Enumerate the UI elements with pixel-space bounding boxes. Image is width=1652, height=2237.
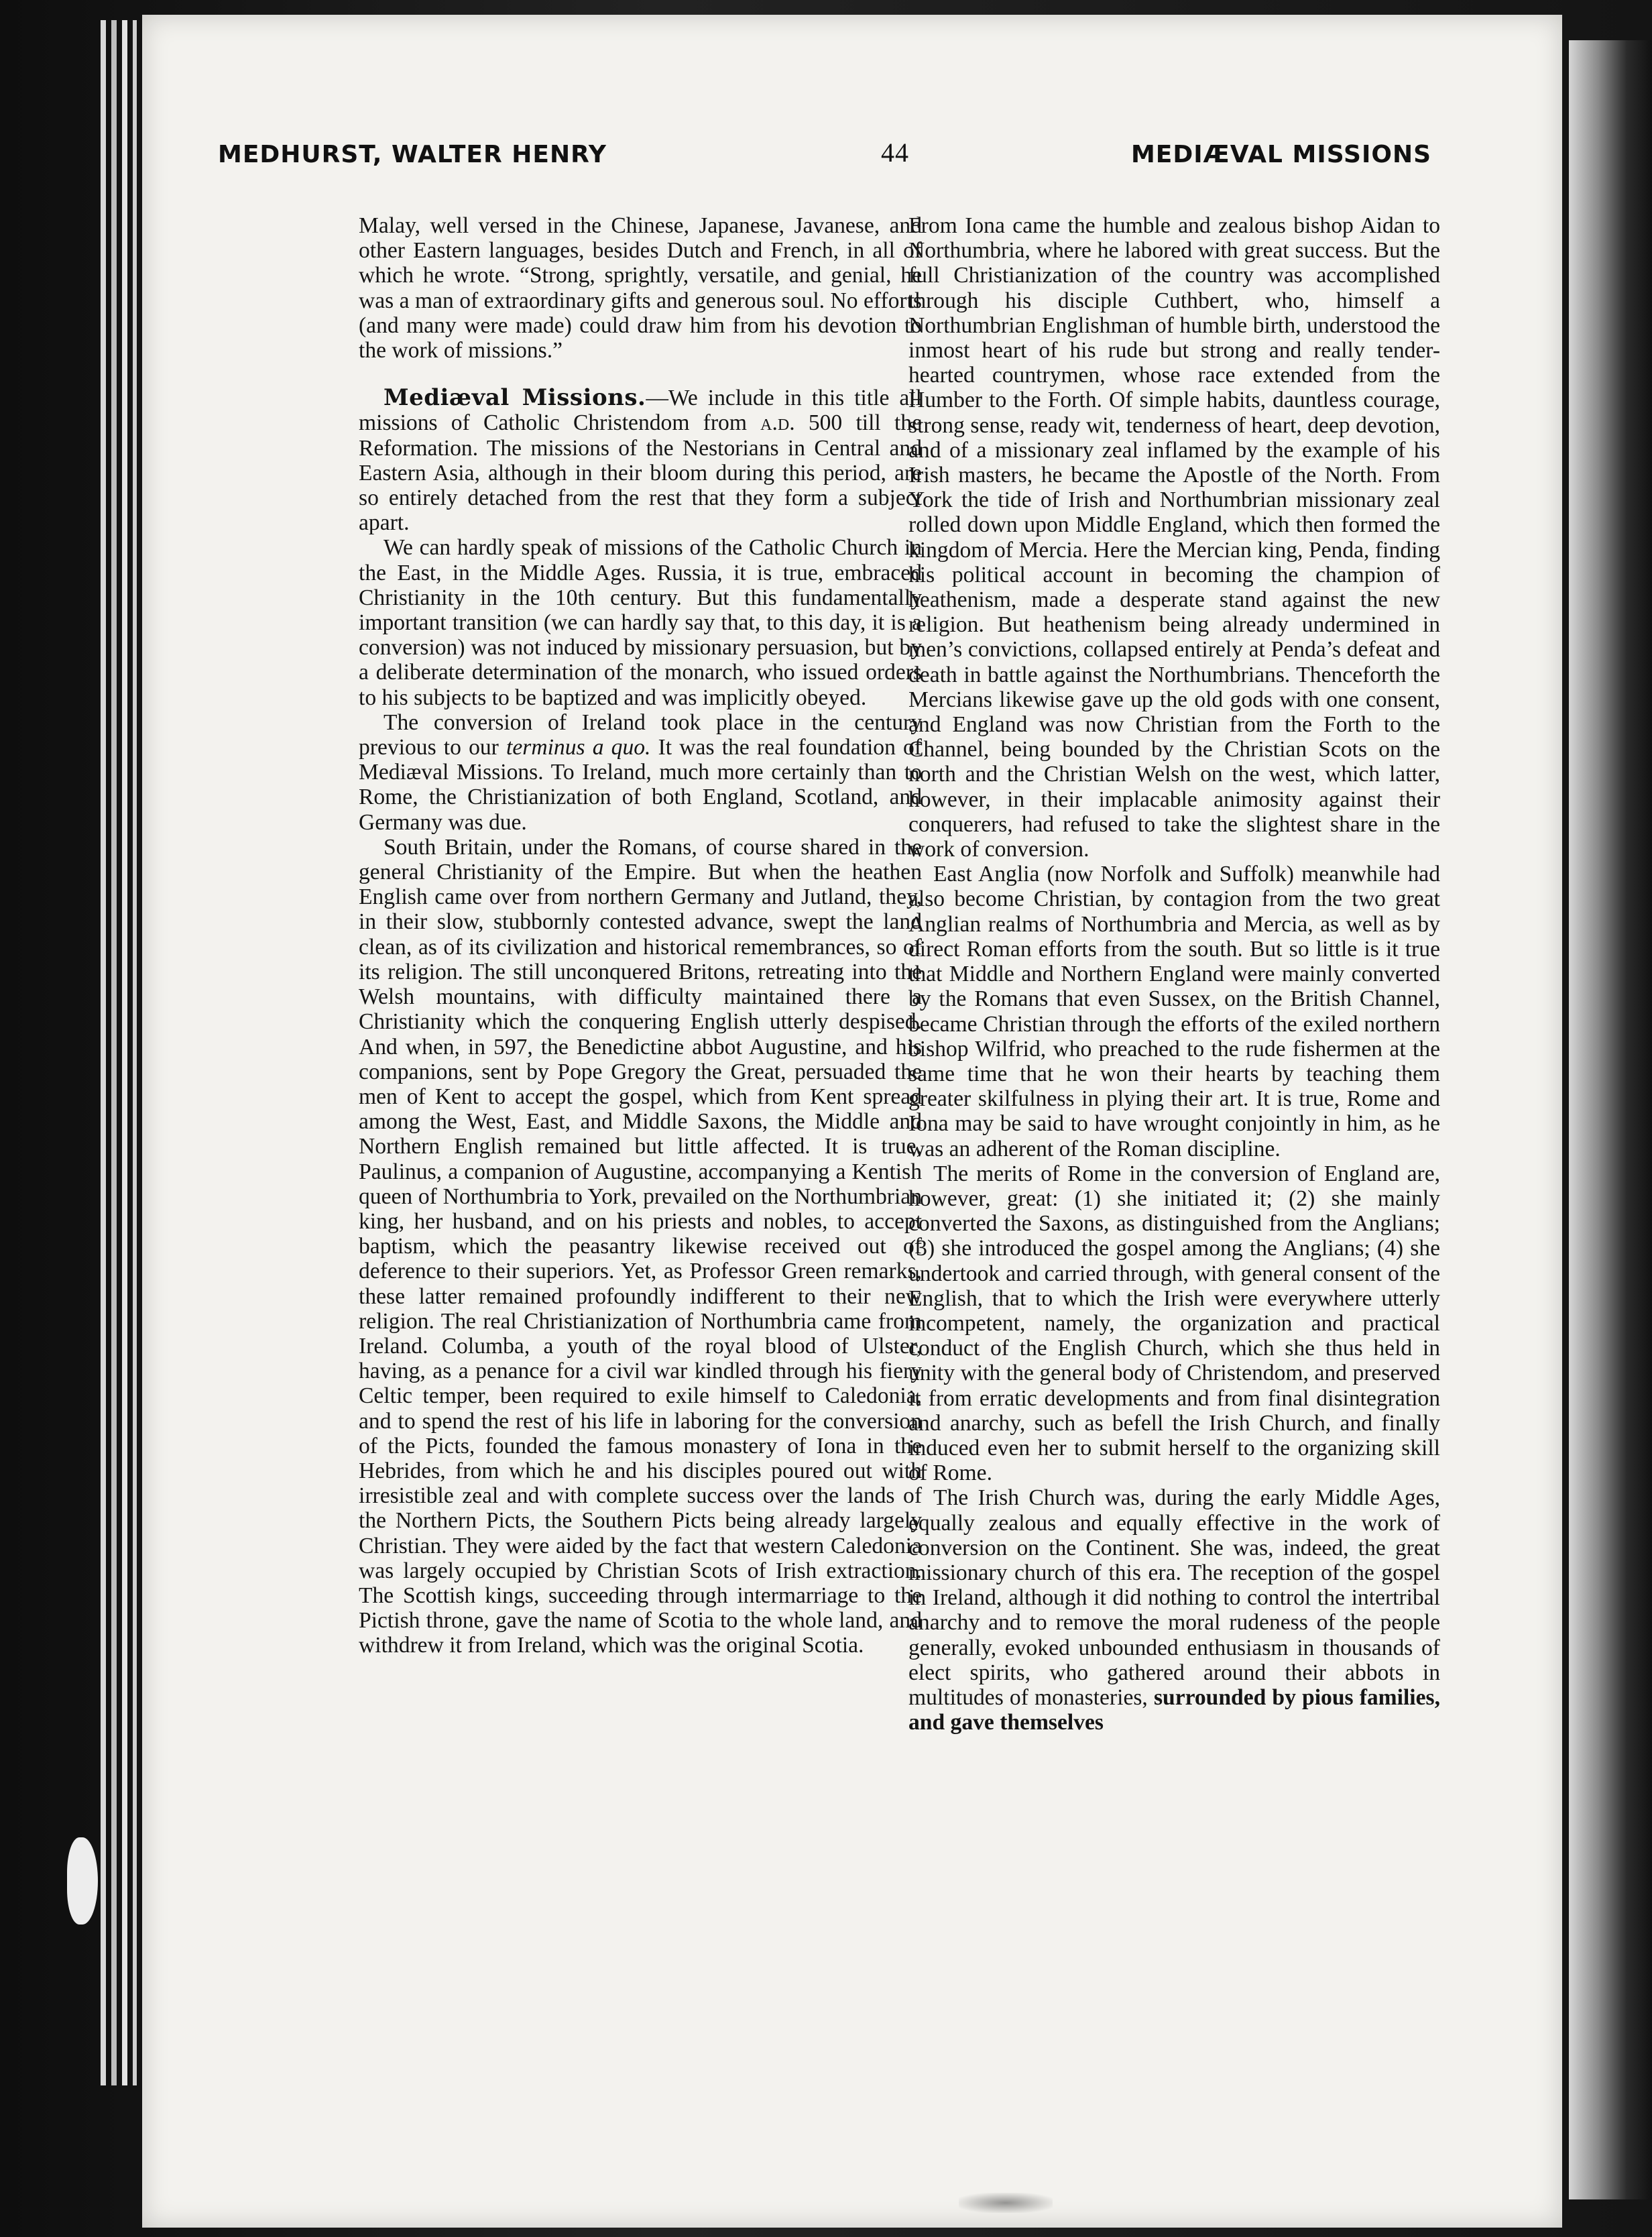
page-edge	[122, 20, 127, 2085]
text-run: 500 till the Reformation. The missions of the Nestorians in Central and Eastern Asia, although in their bloom during this period, are so entirely detached from the rest that they form a subject apart.	[359, 410, 922, 536]
text-run: a.d.	[760, 410, 795, 436]
book-spine-edge	[1569, 40, 1652, 2199]
paragraph: Malay, well versed in the Chinese, Japanese, Javanese, and other Eastern languages, besides Dutch and French, in all of which he wrote. “Strong, sprightly, versatile, and genial, he was a man of extraordinary gifts and generous soul. No efforts (and many were made) could draw him from his devotion to the work of missions.”	[359, 213, 922, 363]
paragraph: The merits of Rome in the conversion of England are, however, great: (1) she initiated it; (2) she mainly converted the Saxons, as distinguished from the Anglians; (3) she introduced the gospel among the Anglians; (4) she undertook and carried through, with general consent of the English, that to which the Irish were everywhere utterly incompetent, namely, the organization and practical conduct of the English Church, which she thus held in unity with the general body of Christendom, and preserved it from erratic developments and from final disintegration and anarchy, such as befell the Irish Church, and finally induced even her to submit herself to the organizing skill of Rome.	[908, 1161, 1440, 1486]
paragraph: From Iona came the humble and zealous bishop Aidan to Northumbria, where he labored with great success. But the full Christianization of the country was accomplished through his disciple Cuthbert, who, himself a Northumbrian Englishman of humble birth, understood the inmost heart of his rude but strong and really tender-hearted countrymen, whose race extended from the Humber to the Forth. Of simple habits, dauntless courage, strong sense, ready wit, tenderness of heart, deep devotion, and of a missionary zeal inflamed by the example of his Irish masters, he became the Apostle of the North. From York the tide of Irish and Northumbrian missionary zeal rolled down upon Middle England, which then formed the kingdom of Mercia. Here the Mercian king, Penda, finding his political account in becoming the champion of heathenism, made a desperate stand against the new religion. But heathenism being already undermined in men’s convictions, collapsed entirely at Penda’s defeat and death in battle against the Northumbrians. Thenceforth the Mercians likewise gave up the old gods with one consent, and England was now Christian from the Forth to the Channel, being bounded by the Christian Scots on the north and the Christian Welsh on the west, which latter, however, in their implacable animosity against their conquerers, had refused to take the slightest share in the work of conversion.	[908, 213, 1440, 862]
scan-smudge	[959, 2193, 1053, 2213]
paragraph: East Anglia (now Norfolk and Suffolk) meanwhile had also become Christian, by contagion from the two great Anglian realms of Northumbria and Mercia, as well as by direct Roman efforts from the south. But so little is it true that Middle and Northern England were mainly converted by the Romans that even Sussex, on the British Channel, became Christian through the efforts of the exiled northern bishop Wilfrid, who preached to the rude fishermen at the same time that he won their hearts by teaching them greater skilfulness in plying their art. It is true, Rome and Iona may be said to have wrought conjointly in him, as he was an adherent of the Roman discipline.	[908, 862, 1440, 1161]
page-edge	[111, 20, 117, 2085]
page-edge	[133, 20, 137, 2085]
paragraph	[908, 1485, 1440, 1735]
text-run: —We include in this title all missions of Catholic Christendom from	[359, 386, 922, 436]
binding-hole	[67, 1837, 98, 1925]
paragraph: South Britain, under the Romans, of course shared in the general Christianity of the Empire. But when the heathen English came over from northern Germany and Jutland, they, in their slow, stubbornly contested advance, swept the land clean, as of its civilization and historical remembrances, so of its religion. The still unconquered Britons, retreating into the Welsh mountains, with difficulty maintained there a Christianity which the conquering English utterly despised. And when, in 597, the Benedictine abbot Augustine, and his companions, sent by Pope Gregory the Great, persuaded the men of Kent to accept the gospel, which from Kent spread among the West, East, and Middle Saxons, the Middle and Northern English remained but little affected. It is true, Paulinus, a companion of Augustine, accompanying a Kentish queen of Northumbria to York, prevailed on the Northumbrian king, her husband, and on his priests and nobles, to accept baptism, which the peasantry likewise received out of deference to their superiors. Yet, as Professor Green remarks, these latter remained profoundly indifferent to their new religion. The real Christianization of Northumbria came from Ireland. Columba, a youth of the royal blood of Ulster, having, as a penance for a civil war kindled through his fiery Celtic temper, been required to exile himself to Caledonia, and to spend the rest of his life in laboring for the conversion of the Picts, founded the famous monastery of Iona in the Hebrides, from which he and his disciples poured out with irresistible zeal and with complete success over the lands of the Northern Picts, the Southern Picts being already largely Christian. They were aided by the fact that western Caledonia was largely occupied by Christian Scots of Irish extraction. The Scottish kings, succeeding through intermarriage to the Pictish throne, gave the name of Scotia to the whole land, and withdrew it from Ireland, which was the original Scotia.	[359, 834, 922, 1658]
text-run: The Irish Church was, during the early Middle Ages, equally zealous and equally effective in the work of conversion on the Continent. She was, indeed, the great missionary church of this era. The reception of the gospel in Ireland, although it did nothing to control the intertribal anarchy and to remove the moral rudeness of the people generally, evoked unbounded enthusiasm in thousands of elect spirits, who gathered around their abbots in multitudes of monasteries,	[908, 1485, 1440, 1710]
italic-run: terminus a quo.	[506, 735, 651, 760]
entry-paragraph	[359, 386, 922, 535]
paragraph	[359, 710, 922, 835]
text-run: It was the real foundation of Mediæval Missions. To Ireland, much more certainly than to Rome, the Christianization of both England, Scotland, and Germany was due.	[359, 735, 922, 835]
entry-heading: Mediæval Missions.	[383, 384, 646, 412]
header-right-entry: MEDIÆVAL MISSIONS	[1130, 141, 1431, 168]
text-run: The conversion of Ireland took place in the century previous to our	[359, 709, 922, 760]
header-left-entry: MEDHURST, WALTER HENRY	[218, 141, 607, 168]
right-column	[908, 213, 1440, 1735]
left-column	[359, 213, 922, 1658]
paragraph: We can hardly speak of missions of the Catholic Church in the East, in the Middle Ages. Russia, it is true, embraced Christianity in the 10th century. But this fundamentally important transition (we can hardly say that, to this day, it is a conversion) was not induced by missionary persuasion, but by a deliberate determination of the monarch, who issued orders to his subjects to be baptized and was implicitly obeyed.	[359, 535, 922, 710]
text-run: surrounded by pious families, and gave themselves	[908, 1684, 1441, 1735]
page-edge	[101, 20, 106, 2085]
page-number: 44	[881, 137, 909, 168]
running-header	[218, 134, 1431, 177]
